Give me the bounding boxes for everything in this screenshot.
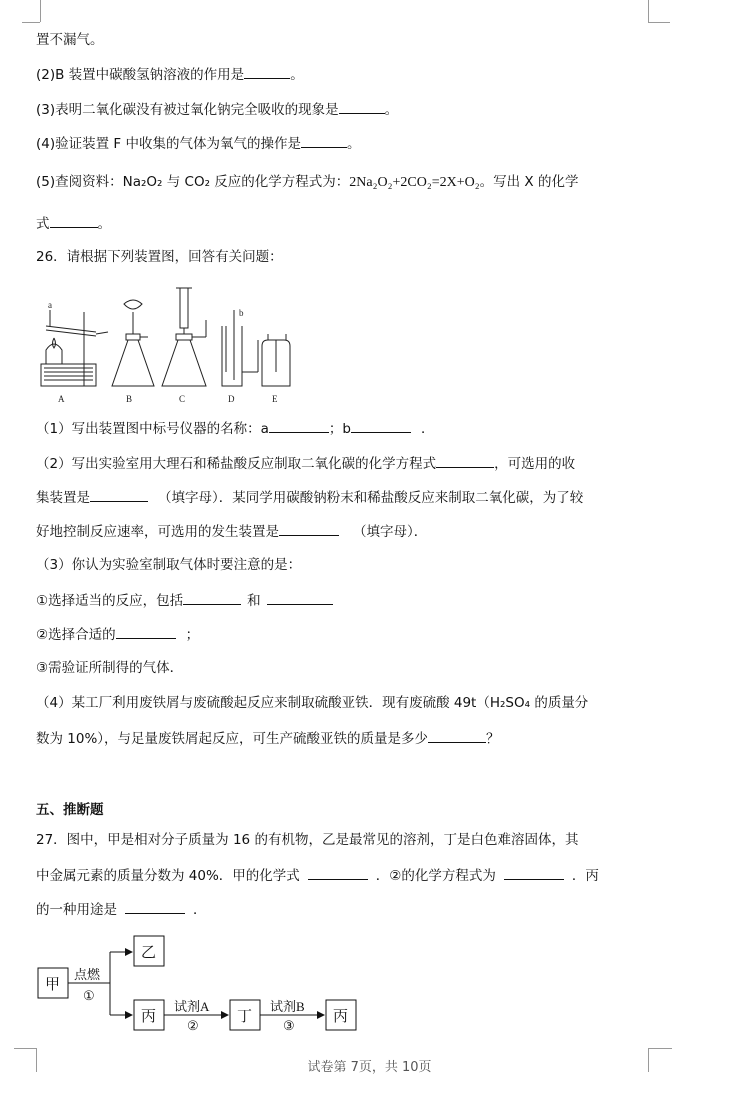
question-27-line2: 中金属元素的质量分数为 40%．甲的化学式 ．②的化学方程式为 ．丙 xyxy=(36,865,599,886)
answer-blank[interactable] xyxy=(339,99,385,114)
answer-blank[interactable] xyxy=(351,418,411,433)
crop-mark-bottom-left-h xyxy=(14,1048,36,1049)
question-26-3-1: ①选择适当的反应，包括 和 xyxy=(36,590,333,611)
label-D: D xyxy=(228,394,235,404)
question-26-4-line2: 数为 10%），与足量废铁屑起反应，可生产硫酸亚铁的质量是多少 ？ xyxy=(36,728,500,749)
crop-mark-top-left-h xyxy=(22,22,40,23)
question-27-line1: 27．图中，甲是相对分子质量为 16 的有机物，乙是最常见的溶剂，丁是白色难溶固体，其 xyxy=(36,832,579,848)
apparatus-figure xyxy=(36,280,306,410)
question-25-5-cont: 式 。 xyxy=(36,213,111,234)
crop-mark-bottom-right-h xyxy=(648,1048,672,1049)
label-step3: ③ xyxy=(283,1018,295,1033)
question-25-4: (4)验证装置 F 中收集的气体为氧气的操作是 。 xyxy=(36,133,360,154)
page-footer: 试卷第 7页，共 10页 xyxy=(307,1060,432,1075)
reaction-flow-diagram xyxy=(36,930,366,1040)
question-25-5: (5)查阅资料：Na₂O₂ 与 CO₂ 反应的化学方程式为：2Na₂O₂+2CO₂=2X+O₂。写出 X 的化学 xyxy=(36,174,579,190)
label-reagent-a: 试剂A xyxy=(174,999,210,1014)
node-jia: 甲 xyxy=(45,977,61,993)
answer-blank[interactable] xyxy=(90,487,148,502)
answer-blank[interactable] xyxy=(116,624,176,639)
answer-blank[interactable] xyxy=(436,453,494,468)
label-step1: ① xyxy=(83,988,95,1003)
label-A: A xyxy=(58,394,65,404)
question-26-3: （3）你认为实验室制取气体时要注意的是： xyxy=(36,557,302,573)
question-25-3: (3)表明二氧化碳没有被过氧化钠完全吸收的现象是 。 xyxy=(36,99,398,120)
answer-blank[interactable] xyxy=(308,865,368,880)
answer-blank[interactable] xyxy=(267,590,333,605)
node-bing: 丙 xyxy=(141,1009,157,1025)
answer-blank[interactable] xyxy=(244,64,290,79)
question-26-title: 26．请根据下列装置图，回答有关问题： xyxy=(36,249,283,265)
crop-mark-top-right-h xyxy=(648,22,670,23)
question-26-4-line1: （4）某工厂利用废铁屑与废硫酸起反应来制取硫酸亚铁．现有废硫酸 49t（H₂SO₄ 的质量分 xyxy=(36,695,589,711)
answer-blank[interactable] xyxy=(428,728,486,743)
question-26-3-3: ③需验证所制得的气体． xyxy=(36,660,184,676)
equation: 2Na₂O₂+2CO₂=2X+O₂ xyxy=(349,175,480,190)
node-ding: 丁 xyxy=(237,1009,253,1025)
label-B: B xyxy=(126,394,133,404)
answer-blank[interactable] xyxy=(50,213,98,228)
label-ignite: 点燃 xyxy=(74,967,101,982)
mark-a: a xyxy=(48,300,52,310)
answer-blank[interactable] xyxy=(125,899,185,914)
label-reagent-b: 试剂B xyxy=(270,999,305,1014)
label-step2: ② xyxy=(187,1018,199,1033)
crop-mark-top-right xyxy=(648,0,649,22)
question-26-3-2: ②选择合适的 ； xyxy=(36,624,199,645)
question-26-2-line3: 好地控制反应速率，可选用的发生装置是 （填字母）． xyxy=(36,521,427,542)
text-line: 置不漏气。 xyxy=(36,32,104,48)
question-26-2-line2: 集装置是 （填字母）．某同学用碳酸钠粉末和稀盐酸反应来制取二氧化碳，为了较 xyxy=(36,487,583,508)
answer-blank[interactable] xyxy=(504,865,564,880)
question-25-2: (2)B 装置中碳酸氢钠溶液的作用是 。 xyxy=(36,64,304,85)
answer-blank[interactable] xyxy=(279,521,339,536)
node-bing-2: 丙 xyxy=(333,1009,349,1025)
answer-blank[interactable] xyxy=(301,133,347,148)
label-E: E xyxy=(272,394,278,404)
label-C: C xyxy=(179,394,186,404)
question-27-line3: 的一种用途是 ． xyxy=(36,899,207,920)
node-yi: 乙 xyxy=(141,945,157,961)
crop-mark-top-left xyxy=(40,0,41,22)
section-heading: 五、推断题 xyxy=(36,802,104,818)
mark-b: b xyxy=(239,308,244,318)
question-26-1: （1）写出装置图中标号仪器的名称：a ；b ． xyxy=(36,418,434,439)
answer-blank[interactable] xyxy=(269,418,329,433)
question-26-2-line1: （2）写出实验室用大理石和稀盐酸反应制取二氧化碳的化学方程式 ，可选用的收 xyxy=(36,453,575,474)
answer-blank[interactable] xyxy=(183,590,241,605)
